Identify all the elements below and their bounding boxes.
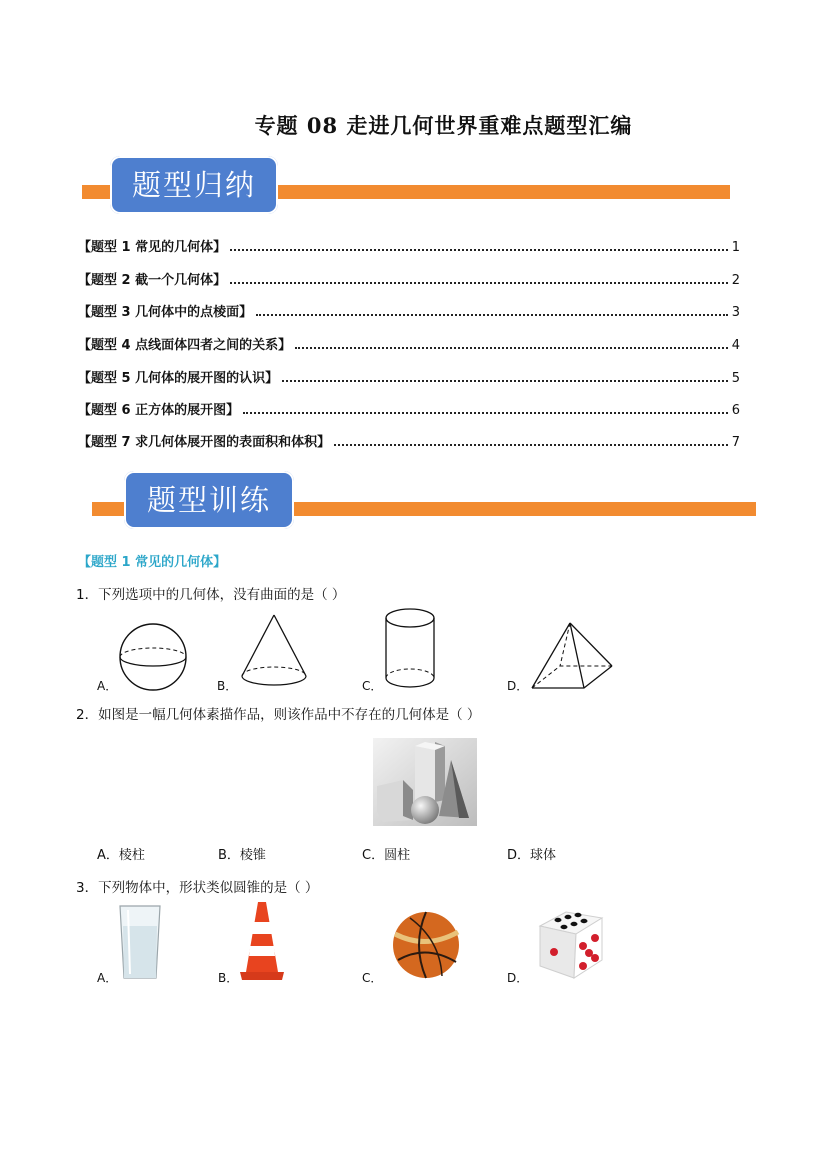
traffic-cone-icon	[238, 900, 286, 984]
banner-training: 题型训练	[124, 471, 294, 529]
basketball-icon	[390, 910, 462, 980]
toc-item[interactable]: 【题型 5 几何体的展开图的认识】 5	[78, 371, 740, 386]
section-heading: 【题型 1 常见的几何体】	[78, 555, 227, 570]
option-label[interactable]: A．	[97, 679, 118, 693]
cylinder-figure	[384, 606, 438, 692]
option-label[interactable]: D．	[507, 679, 529, 693]
question-stem: 2．如图是一幅几何体素描作品，则该作品中不存在的几何体是（ ）	[76, 707, 481, 723]
option-label[interactable]: B．	[217, 679, 238, 693]
option-label[interactable]: D．球体	[507, 848, 557, 863]
toc-item[interactable]: 【题型 4 点线面体四者之间的关系】 4	[78, 338, 740, 353]
dice-icon	[534, 908, 608, 980]
option-label[interactable]: C．	[362, 971, 383, 985]
sphere-figure	[116, 622, 192, 692]
question-stem: 1．下列选项中的几何体，没有曲面的是（ ）	[76, 587, 346, 603]
toc-item[interactable]: 【题型 3 几何体中的点棱面】 3	[78, 305, 740, 320]
toc-item[interactable]: 【题型 1 常见的几何体】 1	[78, 240, 740, 255]
option-label[interactable]: B．棱锥	[218, 848, 266, 863]
pyramid-figure	[528, 620, 618, 692]
option-label[interactable]: C．	[362, 679, 383, 693]
page-title: 专题 08 走进几何世界重难点题型汇编	[254, 113, 633, 138]
glass-icon	[118, 904, 162, 982]
option-label[interactable]: B．	[218, 971, 239, 985]
toc-item[interactable]: 【题型 6 正方体的展开图】 6	[78, 403, 740, 418]
cone-figure	[238, 612, 310, 692]
option-label[interactable]: D．	[507, 971, 529, 985]
option-label[interactable]: A．棱柱	[97, 848, 145, 863]
option-label[interactable]: A．	[97, 971, 118, 985]
banner-summary: 题型归纳	[110, 156, 278, 214]
toc-item[interactable]: 【题型 7 求几何体展开图的表面积和体积】 7	[78, 435, 740, 450]
question-stem: 3．下列物体中，形状类似圆锥的是（ ）	[76, 880, 319, 896]
sketch-image	[373, 738, 477, 826]
toc-item[interactable]: 【题型 2 截一个几何体】 2	[78, 273, 740, 288]
option-label[interactable]: C．圆柱	[362, 848, 411, 863]
